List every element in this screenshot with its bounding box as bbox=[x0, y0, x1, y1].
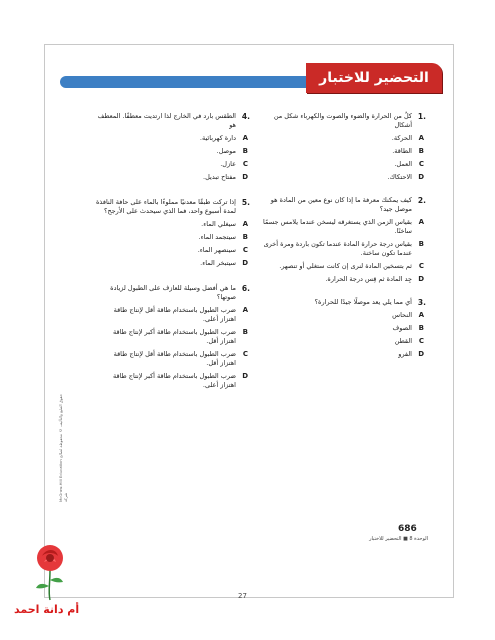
page-title: التحضير للاختبار bbox=[306, 63, 442, 93]
option-letter: B bbox=[242, 147, 248, 155]
option-text: الفرو bbox=[398, 350, 412, 358]
option-d[interactable] bbox=[262, 173, 424, 182]
option-d[interactable] bbox=[96, 372, 248, 390]
copyright-credit: McGraw-Hill Education حقوق الطبع والتأليف © محفوظة لصالح شركة bbox=[58, 394, 68, 502]
option-letter: D bbox=[418, 275, 424, 283]
option-a[interactable] bbox=[262, 218, 424, 236]
question-number: 3. bbox=[417, 298, 426, 307]
option-b[interactable] bbox=[262, 240, 424, 258]
question-number: 2. bbox=[417, 196, 426, 205]
question-text: أي مما يلي يعد موصلًا جيدًا للحرارة؟ bbox=[314, 298, 412, 306]
left-column bbox=[96, 112, 250, 390]
option-letter: D bbox=[418, 350, 424, 358]
option-b[interactable] bbox=[96, 328, 248, 346]
question-number: 1. bbox=[417, 112, 426, 121]
option-b[interactable] bbox=[96, 233, 248, 242]
question-number: 6. bbox=[241, 284, 250, 293]
option-b[interactable] bbox=[96, 147, 248, 156]
option-letter: A bbox=[418, 134, 424, 142]
option-text: موصل. bbox=[216, 147, 236, 155]
option-letter: B bbox=[242, 328, 248, 336]
option-letter: A bbox=[242, 220, 248, 228]
option-a[interactable] bbox=[262, 311, 424, 320]
option-text: النحاس bbox=[392, 311, 412, 319]
option-c[interactable] bbox=[96, 246, 248, 255]
option-text: سينصهر الماء. bbox=[197, 246, 236, 254]
option-b[interactable] bbox=[262, 147, 424, 156]
option-c[interactable] bbox=[262, 337, 424, 346]
question-5 bbox=[96, 198, 250, 268]
option-c[interactable] bbox=[262, 262, 424, 271]
footer-unit-label: الوحدة 8 ■ التحضير للاختبار bbox=[369, 536, 428, 542]
question-6 bbox=[96, 284, 250, 390]
question-text: إذا تركت طبقًا معدنيًا مملوءًا بالماء على حافة النافذة لمدة أسبوع واحد، فما الذي سيحدث على الأرجح؟ bbox=[96, 198, 236, 215]
option-text: سيتبخر الماء. bbox=[200, 259, 236, 267]
option-c[interactable] bbox=[96, 160, 248, 169]
option-text: ضرب الطبول باستخدام طاقة أكبر لإنتاج طاقة اهتزاز أقل. bbox=[112, 328, 236, 345]
page-number: 27 bbox=[238, 592, 247, 600]
option-text: الاحتكاك. bbox=[387, 173, 412, 181]
option-a[interactable] bbox=[96, 134, 248, 143]
option-letter: A bbox=[418, 218, 424, 226]
option-letter: D bbox=[242, 173, 248, 181]
option-d[interactable] bbox=[96, 173, 248, 182]
option-text: بقياس الزمن الذي يستغرقه ليسخن عندما يلامس جسمًا ساخنًا. bbox=[262, 218, 412, 235]
option-a[interactable] bbox=[96, 306, 248, 324]
option-letter: D bbox=[418, 173, 424, 181]
option-letter: B bbox=[418, 324, 424, 332]
option-letter: C bbox=[418, 337, 424, 345]
option-d[interactable] bbox=[96, 259, 248, 268]
option-text: عازل. bbox=[220, 160, 236, 168]
option-text: دارة كهربائية. bbox=[199, 134, 236, 142]
option-letter: B bbox=[418, 240, 424, 248]
rose-icon bbox=[28, 540, 72, 602]
option-text: ضرب الطبول باستخدام طاقة أقل لإنتاج طاقة اهتزاز أقل. bbox=[113, 350, 236, 367]
question-1 bbox=[262, 112, 426, 182]
question-text: الطقس بارد في الخارج لذا ارتديت معطفًا. المعطف هو bbox=[97, 112, 236, 129]
option-b[interactable] bbox=[262, 324, 424, 333]
footer-page-number: 686 bbox=[398, 524, 417, 534]
option-d[interactable] bbox=[262, 350, 424, 359]
option-text: جِد المادة ثم قِس درجة الحرارة. bbox=[325, 275, 412, 283]
option-text: سيتجمد الماء. bbox=[198, 233, 236, 241]
option-letter: A bbox=[242, 306, 248, 314]
question-2 bbox=[262, 196, 426, 284]
option-letter: C bbox=[242, 350, 248, 358]
question-number: 5. bbox=[241, 198, 250, 207]
option-text: سيغلي الماء. bbox=[201, 220, 236, 228]
option-text: الطاقة. bbox=[392, 147, 412, 155]
option-letter: C bbox=[242, 160, 248, 168]
option-letter: C bbox=[418, 262, 424, 270]
option-letter: A bbox=[418, 311, 424, 319]
option-text: ضرب الطبول باستخدام طاقة أكبر لإنتاج طاقة اهتزاز أعلى. bbox=[112, 372, 236, 389]
option-letter: A bbox=[242, 134, 248, 142]
option-letter: D bbox=[242, 259, 248, 267]
option-text: العمل. bbox=[394, 160, 412, 168]
option-text: ضرب الطبول باستخدام طاقة أقل لإنتاج طاقة اهتزاز أعلى. bbox=[113, 306, 236, 323]
question-3 bbox=[262, 298, 426, 359]
option-text: الصوف bbox=[392, 324, 412, 332]
question-text: كيف يمكنك معرفة ما إذا كان نوع معين من المادة هو موصل جيد؟ bbox=[270, 196, 412, 213]
question-text: ما هي أفضل وسيلة للعازف على الطبول لزيادة صوتها؟ bbox=[110, 284, 236, 301]
option-letter: C bbox=[242, 246, 248, 254]
option-text: الحركة. bbox=[391, 134, 412, 142]
right-column bbox=[262, 112, 426, 359]
option-c[interactable] bbox=[96, 350, 248, 368]
option-text: بقياس درجة حرارة المادة عندما تكون باردة ومرة أخرى عندما تكون ساخنة. bbox=[263, 240, 412, 257]
option-d[interactable] bbox=[262, 275, 424, 284]
option-text: القطن bbox=[394, 337, 412, 345]
option-c[interactable] bbox=[262, 160, 424, 169]
question-4 bbox=[96, 112, 250, 182]
option-a[interactable] bbox=[262, 134, 424, 143]
brand-signature: أم دانة احمد bbox=[14, 603, 80, 616]
option-a[interactable] bbox=[96, 220, 248, 229]
option-text: ثم بتسخين المادة لنرى إن كانت ستغلي أو تنصهر. bbox=[279, 262, 412, 270]
option-text: مفتاح تبديل. bbox=[203, 173, 236, 181]
option-letter: D bbox=[242, 372, 248, 380]
option-letter: C bbox=[418, 160, 424, 168]
question-text: كلٌ من الحرارة والضوء والصوت والكهرباء شكل من أشكال bbox=[273, 112, 412, 129]
option-letter: B bbox=[418, 147, 424, 155]
question-number: 4. bbox=[241, 112, 250, 121]
option-letter: B bbox=[242, 233, 248, 241]
